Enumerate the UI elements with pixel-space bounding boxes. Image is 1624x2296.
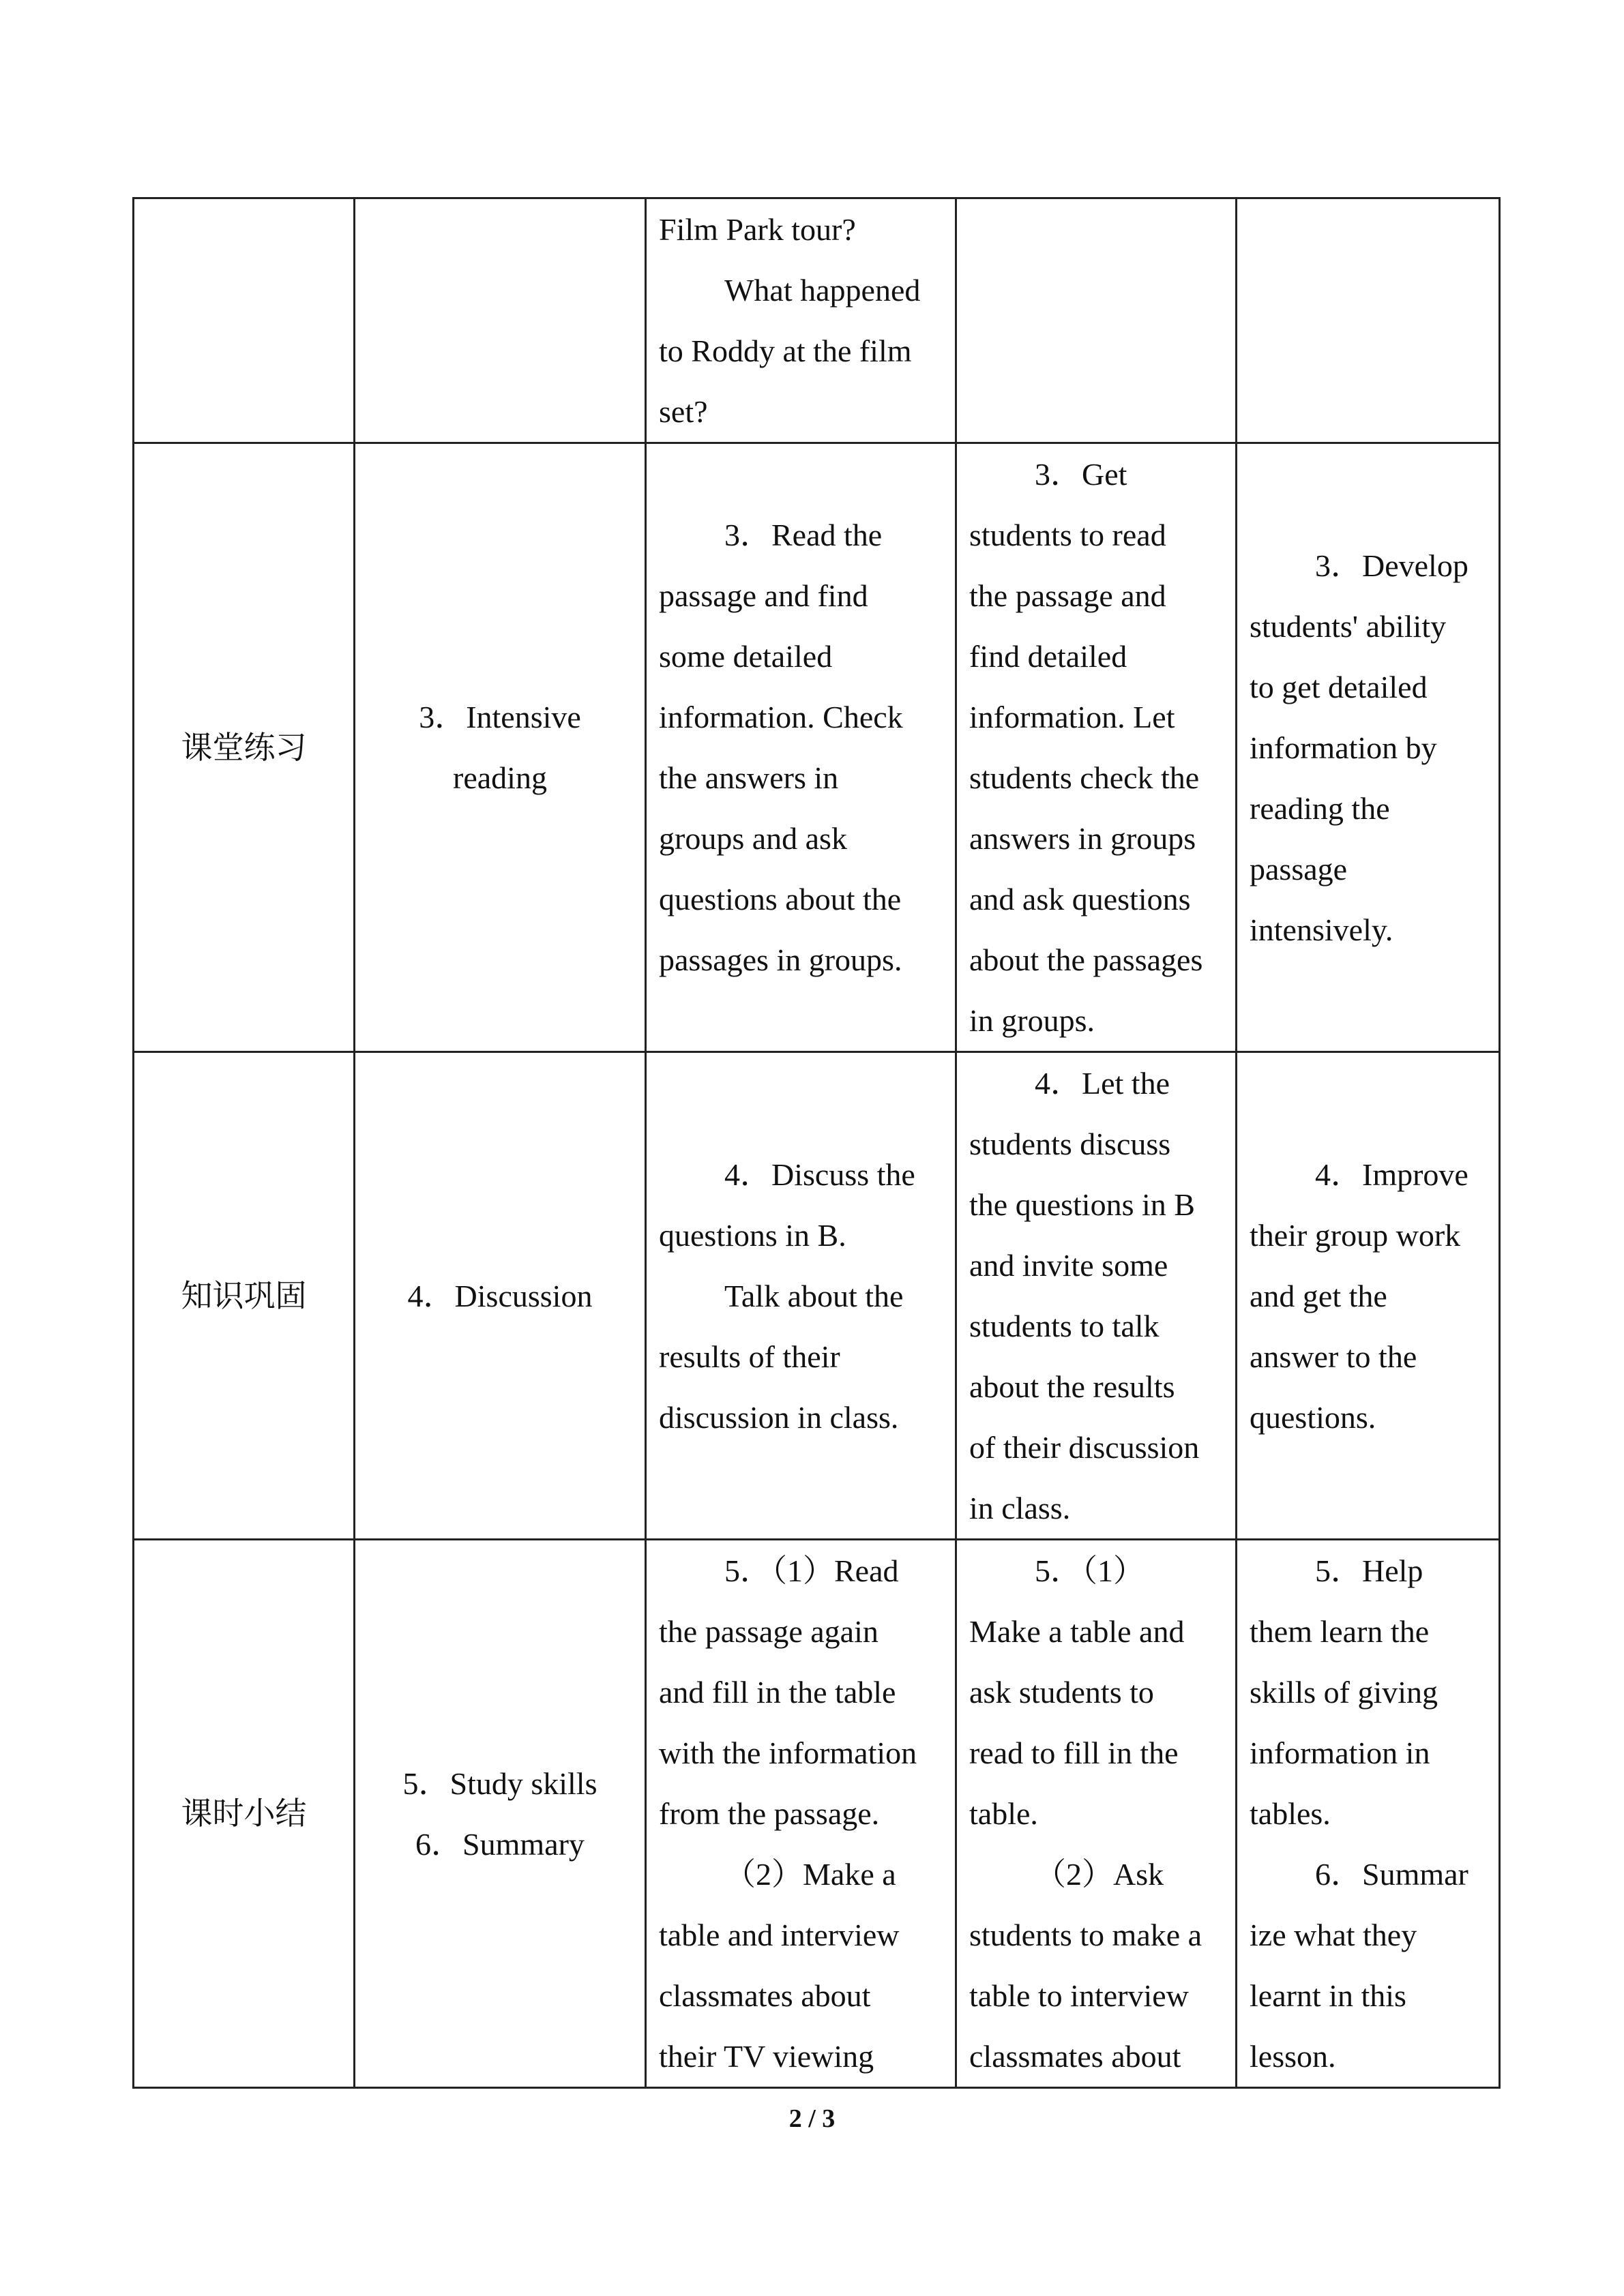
purpose-cell [1237, 198, 1500, 443]
cell-line: 3．Develop [1315, 548, 1468, 583]
cell-line: 4．Discussion [407, 1278, 593, 1313]
cell-line: information in [1250, 1735, 1430, 1770]
cell-line: questions in B. [659, 1217, 846, 1253]
cell-line: them learn the [1250, 1614, 1430, 1649]
student-activity-cell [646, 1540, 956, 2088]
cell-line: 5．Study skills [402, 1765, 597, 1801]
cell-line: set? [659, 394, 708, 429]
stage-cell: 课时小结 [134, 1540, 355, 2088]
purpose-cell [1237, 1052, 1500, 1540]
cell-line: 6．Summary [415, 1826, 585, 1862]
cell-line: Film Park tour? [659, 212, 856, 247]
cell-line: students to read [969, 518, 1166, 552]
cell-line: lesson. [1250, 2039, 1336, 2074]
activity-cell [355, 1540, 646, 2088]
cell-line: information by [1250, 730, 1437, 765]
cell-line: groups and ask [659, 821, 847, 856]
cell-line: ize what they [1250, 1918, 1417, 1952]
cell-line: 3．Intensive [419, 700, 581, 734]
cell-line: in class. [969, 1491, 1071, 1525]
cell-line: the questions in B [969, 1187, 1195, 1222]
table-row [134, 443, 1500, 1052]
cell-line: classmates about [969, 2039, 1181, 2074]
teacher-activity-cell [956, 198, 1237, 443]
cell-line: Make a table and [969, 1614, 1185, 1649]
purpose-cell [1237, 443, 1500, 1052]
cell-line: 3．Read the [724, 518, 883, 552]
cell-line: passages in groups. [659, 942, 902, 977]
cell-line: to Roddy at the film [659, 333, 912, 368]
cell-line: passage and find [659, 578, 868, 613]
cell-line: 4．Discuss the [724, 1157, 915, 1192]
cell-line: and fill in the table [659, 1675, 896, 1710]
cell-line: students discuss [969, 1127, 1171, 1161]
cell-line: （2）Ask [1035, 1857, 1164, 1892]
cell-line: reading [453, 760, 547, 795]
cell-line: questions about the [659, 882, 902, 916]
cell-line: find detailed [969, 639, 1127, 674]
cell-line: 5．（1） [1035, 1553, 1145, 1588]
stage-cell: 课堂练习 [134, 443, 355, 1052]
cell-line: reading the [1250, 790, 1390, 826]
cell-line: students' ability [1250, 608, 1447, 644]
cell-line: classmates about [659, 1978, 871, 2013]
cell-line: tables. [1250, 1796, 1331, 1831]
cell-line: information. Check [659, 700, 903, 734]
stage-cell [134, 198, 355, 443]
cell-line: 5．Help [1315, 1553, 1423, 1588]
cell-line: of their discussion [969, 1430, 1200, 1465]
cell-line: the passage and [969, 578, 1166, 613]
activity-cell [355, 198, 646, 443]
teacher-activity-cell [956, 443, 1237, 1052]
cell-line: passage [1250, 851, 1348, 886]
page-number: 2 / 3 [788, 2104, 836, 2133]
stage-cell: 知识巩固 [134, 1052, 355, 1540]
cell-line: and invite some [969, 1248, 1168, 1283]
cell-line: in groups. [969, 1003, 1095, 1038]
cell-line: skills of giving [1250, 1675, 1438, 1710]
cell-line: about the passages [969, 942, 1203, 977]
cell-line: with the information [659, 1735, 917, 1770]
cell-line: results of their [659, 1339, 840, 1374]
table-row [134, 1052, 1500, 1540]
activity-cell [355, 443, 646, 1052]
cell-line: 3．Get [1035, 457, 1127, 492]
cell-line: 5．（1）Read [724, 1553, 899, 1588]
cell-line: discussion in class. [659, 1399, 899, 1435]
cell-line: learnt in this [1250, 1978, 1406, 2013]
cell-line: the passage again [659, 1614, 879, 1649]
cell-line: students to make a [969, 1918, 1202, 1952]
cell-line: answer to the [1250, 1339, 1417, 1374]
teacher-activity-cell [956, 1052, 1237, 1540]
cell-line: students check the [969, 760, 1200, 795]
cell-line: their TV viewing [659, 2039, 874, 2074]
activity-cell [355, 1052, 646, 1540]
cell-line: information. Let [969, 700, 1175, 734]
cell-line: What happened [724, 273, 921, 308]
cell-line: some detailed [659, 639, 833, 674]
student-activity-cell [646, 198, 956, 443]
cell-line: questions. [1250, 1399, 1376, 1435]
student-activity-cell [646, 443, 956, 1052]
cell-line: ask students to [969, 1675, 1154, 1710]
cell-line: （2）Make a [724, 1857, 896, 1892]
cell-line: and get the [1250, 1278, 1387, 1313]
table-row [134, 198, 1500, 443]
lesson-plan-table [132, 197, 1501, 2089]
purpose-cell [1237, 1540, 1500, 2088]
cell-line: table. [969, 1796, 1038, 1831]
cell-line: their group work [1250, 1217, 1461, 1253]
cell-line: about the results [969, 1369, 1175, 1404]
cell-line: to get detailed [1250, 669, 1428, 704]
cell-line: 6．Summar [1315, 1857, 1468, 1892]
cell-line: table and interview [659, 1918, 900, 1952]
cell-line: 4．Let the [1035, 1066, 1170, 1101]
cell-line: the answers in [659, 760, 839, 795]
cell-line: table to interview [969, 1978, 1189, 2013]
cell-line: and ask questions [969, 882, 1191, 916]
cell-line: from the passage. [659, 1796, 880, 1831]
cell-line: read to fill in the [969, 1735, 1179, 1770]
cell-line: 4．Improve [1315, 1157, 1468, 1192]
table-row [134, 1540, 1500, 2088]
cell-line: students to talk [969, 1309, 1160, 1343]
cell-line: Talk about the [724, 1278, 904, 1313]
student-activity-cell [646, 1052, 956, 1540]
cell-line: answers in groups [969, 821, 1196, 856]
teacher-activity-cell [956, 1540, 1237, 2088]
cell-line: intensively. [1250, 912, 1393, 947]
